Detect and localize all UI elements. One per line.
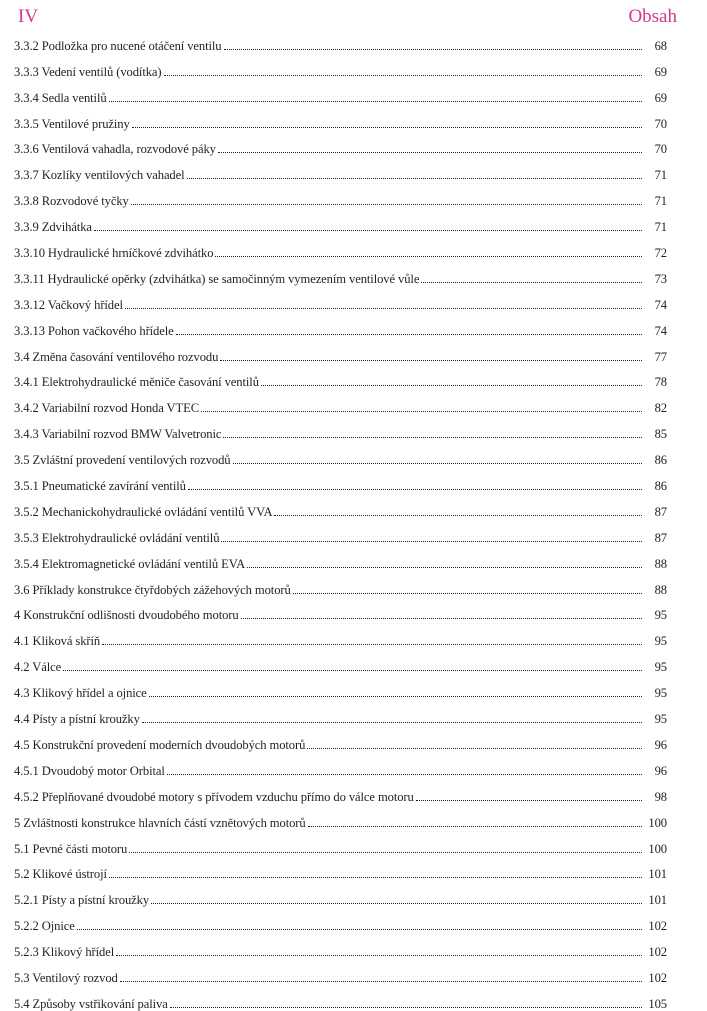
toc-entry-page: 85 <box>654 427 667 442</box>
toc-dot-leader <box>149 696 642 697</box>
toc-entry[interactable] <box>14 286 667 312</box>
toc-entry[interactable] <box>14 53 667 79</box>
toc-entry-title: 5.2.2 Ojnice <box>14 919 75 934</box>
toc-entry-page: 102 <box>648 919 667 934</box>
toc-entry-title: 3.3.10 Hydraulické hrníčkové zdvihátko <box>14 246 214 261</box>
toc-entry-title: 4.3 Klikový hřídel a ojnice <box>14 686 147 701</box>
toc-dot-leader <box>241 618 642 619</box>
toc-entry-page: 87 <box>654 504 667 519</box>
toc-entry[interactable] <box>14 519 667 545</box>
toc-entry-title: 4.4 Písty a pístní kroužky <box>14 712 140 727</box>
toc-entry-page: 73 <box>654 271 667 286</box>
toc-entry[interactable] <box>14 856 667 882</box>
toc-dot-leader <box>188 489 642 490</box>
toc-dot-leader <box>220 360 642 361</box>
toc-entry-page: 71 <box>654 168 667 183</box>
toc-entry-title: 5 Zvláštnosti konstrukce hlavních částí vznětových motorů <box>14 815 306 830</box>
toc-entry[interactable] <box>14 105 667 131</box>
toc-entry-title: 3.3.9 Zdvihátka <box>14 220 92 235</box>
toc-dot-leader <box>307 748 642 749</box>
toc-dot-leader <box>201 411 642 412</box>
toc-entry-page: 69 <box>654 64 667 79</box>
toc-entry-title: 5.2.1 Písty a pístní kroužky <box>14 893 150 908</box>
toc-entry[interactable] <box>14 959 667 985</box>
toc-entry-title: 4.5 Konstrukční provedení moderních dvoudobých motorů <box>14 737 306 752</box>
toc-entry-title: 3.3.4 Sedla ventilů <box>14 90 107 105</box>
toc-dot-leader <box>94 230 642 231</box>
toc-entry-title: 3.3.13 Pohon vačkového hřídele <box>14 323 174 338</box>
toc-entry-page: 86 <box>654 479 667 494</box>
toc-entry-title: 3.4.3 Variabilní rozvod BMW Valvetronic <box>14 427 222 442</box>
toc-entry-title: 3.3.7 Kozlíky ventilových vahadel <box>14 168 185 183</box>
toc-dot-leader <box>120 981 642 982</box>
toc-entry[interactable] <box>14 182 667 208</box>
toc-dot-leader <box>233 463 643 464</box>
toc-entry-page: 105 <box>648 996 667 1011</box>
toc-entry[interactable] <box>14 881 667 907</box>
toc-entry-page: 70 <box>654 116 667 131</box>
toc-dot-leader <box>167 774 642 775</box>
toc-entry[interactable] <box>14 208 667 234</box>
toc-entry-page: 78 <box>654 375 667 390</box>
toc-entry-page: 70 <box>654 142 667 157</box>
toc-entry[interactable] <box>14 441 667 467</box>
toc-entry-title: 3.3.11 Hydraulické opěrky (zdvihátka) se samočinným vymezením ventilové vůle <box>14 271 420 286</box>
toc-entry[interactable] <box>14 260 667 286</box>
toc-entry-page: 82 <box>654 401 667 416</box>
toc-entry-title: 3.4 Změna časování ventilového rozvodu <box>14 349 219 364</box>
toc-entry-title: 5.3 Ventilový rozvod <box>14 970 118 985</box>
toc-entry-title: 3.4.1 Elektrohydraulické měniče časování ventilů <box>14 375 259 390</box>
toc-entry[interactable] <box>14 27 667 53</box>
toc-entry-title: 4 Konstrukční odlišnosti dvoudobého motoru <box>14 608 239 623</box>
toc-dot-leader <box>274 515 642 516</box>
toc-entry-page: 95 <box>654 660 667 675</box>
toc-entry[interactable] <box>14 234 667 260</box>
toc-dot-leader <box>293 593 642 594</box>
toc-entry-title: 5.2.3 Klikový hřídel <box>14 945 115 960</box>
toc-entry-title: 4.2 Válce <box>14 660 62 675</box>
toc-dot-leader <box>421 282 642 283</box>
toc-entry-title: 3.4.2 Variabilní rozvod Honda VTEC <box>14 401 200 416</box>
toc-entry-page: 77 <box>654 349 667 364</box>
toc-entry-title: 3.5.1 Pneumatické zavírání ventilů <box>14 479 186 494</box>
toc-entry-title: 3.6 Příklady konstrukce čtyřdobých zážehových motorů <box>14 582 291 597</box>
toc-entry[interactable] <box>14 726 667 752</box>
toc-entry[interactable] <box>14 493 667 519</box>
toc-entry-title: 3.3.12 Vačkový hřídel <box>14 297 123 312</box>
toc-entry[interactable] <box>14 752 667 778</box>
toc-entry-page: 101 <box>648 867 667 882</box>
toc-dot-leader <box>224 49 643 50</box>
toc-dot-leader <box>142 722 642 723</box>
toc-entry-page: 95 <box>654 608 667 623</box>
toc-entry[interactable] <box>14 700 667 726</box>
toc-entry-page: 95 <box>654 712 667 727</box>
toc-entry[interactable] <box>14 389 667 415</box>
toc-entry[interactable] <box>14 79 667 105</box>
toc-entry-title: 3.3.2 Podložka pro nucené otáčení ventilu <box>14 38 222 53</box>
toc-entry[interactable] <box>14 415 667 441</box>
toc-dot-leader <box>125 308 642 309</box>
toc-dot-leader <box>416 800 642 801</box>
toc-dot-leader <box>77 929 642 930</box>
toc-entry[interactable] <box>14 933 667 959</box>
toc-entry-page: 69 <box>654 90 667 105</box>
toc-entry-title: 3.3.5 Ventilové pružiny <box>14 116 130 131</box>
toc-entry[interactable] <box>14 312 667 338</box>
toc-entry[interactable] <box>14 571 667 597</box>
toc-entry-title: 5.2 Klikové ústrojí <box>14 867 107 882</box>
toc-entry-page: 86 <box>654 453 667 468</box>
toc-dot-leader <box>170 1007 642 1008</box>
toc-entry-title: 3.3.3 Vedení ventilů (vodítka) <box>14 64 162 79</box>
table-of-contents <box>14 27 667 1011</box>
toc-dot-leader <box>164 75 642 76</box>
toc-dot-leader <box>102 644 642 645</box>
toc-entry-page: 101 <box>648 893 667 908</box>
toc-entry-title: 3.5.2 Mechanickohydraulické ovládání ventilů VVA <box>14 504 273 519</box>
toc-entry-title: 5.4 Způsoby vstřikování paliva <box>14 996 168 1011</box>
toc-dot-leader <box>221 541 642 542</box>
toc-entry-page: 72 <box>654 246 667 261</box>
toc-entry-page: 100 <box>648 815 667 830</box>
toc-entry[interactable] <box>14 830 667 856</box>
toc-dot-leader <box>63 670 642 671</box>
toc-dot-leader <box>131 204 642 205</box>
section-title: Obsah <box>628 6 677 27</box>
toc-entry-page: 74 <box>654 297 667 312</box>
toc-entry-page: 102 <box>648 945 667 960</box>
toc-entry[interactable] <box>14 674 667 700</box>
toc-entry-title: 4.5.2 Přeplňované dvoudobé motory s přívodem vzduchu přímo do válce motoru <box>14 789 414 804</box>
toc-entry-page: 71 <box>654 220 667 235</box>
toc-entry[interactable] <box>14 622 667 648</box>
toc-dot-leader <box>218 152 642 153</box>
toc-dot-leader <box>176 334 642 335</box>
toc-entry-page: 102 <box>648 970 667 985</box>
toc-entry[interactable] <box>14 985 667 1011</box>
toc-entry-page: 71 <box>654 194 667 209</box>
toc-entry-page: 96 <box>654 737 667 752</box>
toc-dot-leader <box>132 127 642 128</box>
toc-entry[interactable] <box>14 338 667 364</box>
toc-entry-title: 4.5.1 Dvoudobý motor Orbital <box>14 763 165 778</box>
toc-entry-title: 3.3.6 Ventilová vahadla, rozvodové páky <box>14 142 216 157</box>
toc-entry-page: 98 <box>654 789 667 804</box>
toc-dot-leader <box>109 877 642 878</box>
toc-entry-page: 95 <box>654 686 667 701</box>
toc-entry-title: 3.5.3 Elektrohydraulické ovládání ventilů <box>14 530 220 545</box>
toc-entry-page: 100 <box>648 841 667 856</box>
toc-dot-leader <box>308 826 642 827</box>
page-number: IV <box>18 6 39 27</box>
toc-entry[interactable] <box>14 131 667 157</box>
toc-entry[interactable] <box>14 778 667 804</box>
toc-entry[interactable] <box>14 597 667 623</box>
toc-entry-title: 3.5 Zvláštní provedení ventilových rozvodů <box>14 453 231 468</box>
toc-entry-title: 4.1 Kliková skříň <box>14 634 101 649</box>
toc-entry-page: 96 <box>654 763 667 778</box>
toc-dot-leader <box>247 567 642 568</box>
toc-dot-leader <box>151 903 642 904</box>
toc-entry[interactable] <box>14 648 667 674</box>
toc-entry-page: 88 <box>654 556 667 571</box>
toc-entry-title: 5.1 Pevné části motoru <box>14 841 128 856</box>
toc-entry[interactable] <box>14 545 667 571</box>
toc-dot-leader <box>187 178 642 179</box>
page-header <box>18 6 677 28</box>
toc-entry[interactable] <box>14 156 667 182</box>
toc-dot-leader <box>223 437 642 438</box>
toc-entry-page: 87 <box>654 530 667 545</box>
toc-entry[interactable] <box>14 467 667 493</box>
toc-entry-page: 68 <box>654 38 667 53</box>
toc-entry-page: 95 <box>654 634 667 649</box>
toc-entry-page: 74 <box>654 323 667 338</box>
toc-dot-leader <box>261 385 642 386</box>
toc-entry[interactable] <box>14 804 667 830</box>
toc-entry-title: 3.5.4 Elektromagnetické ovládání ventilů EVA <box>14 556 246 571</box>
toc-dot-leader <box>129 852 642 853</box>
toc-dot-leader <box>109 101 642 102</box>
toc-entry-title: 3.3.8 Rozvodové tyčky <box>14 194 129 209</box>
toc-dot-leader <box>116 955 642 956</box>
toc-entry-page: 88 <box>654 582 667 597</box>
toc-entry[interactable] <box>14 907 667 933</box>
toc-entry[interactable] <box>14 364 667 390</box>
toc-dot-leader <box>215 256 642 257</box>
